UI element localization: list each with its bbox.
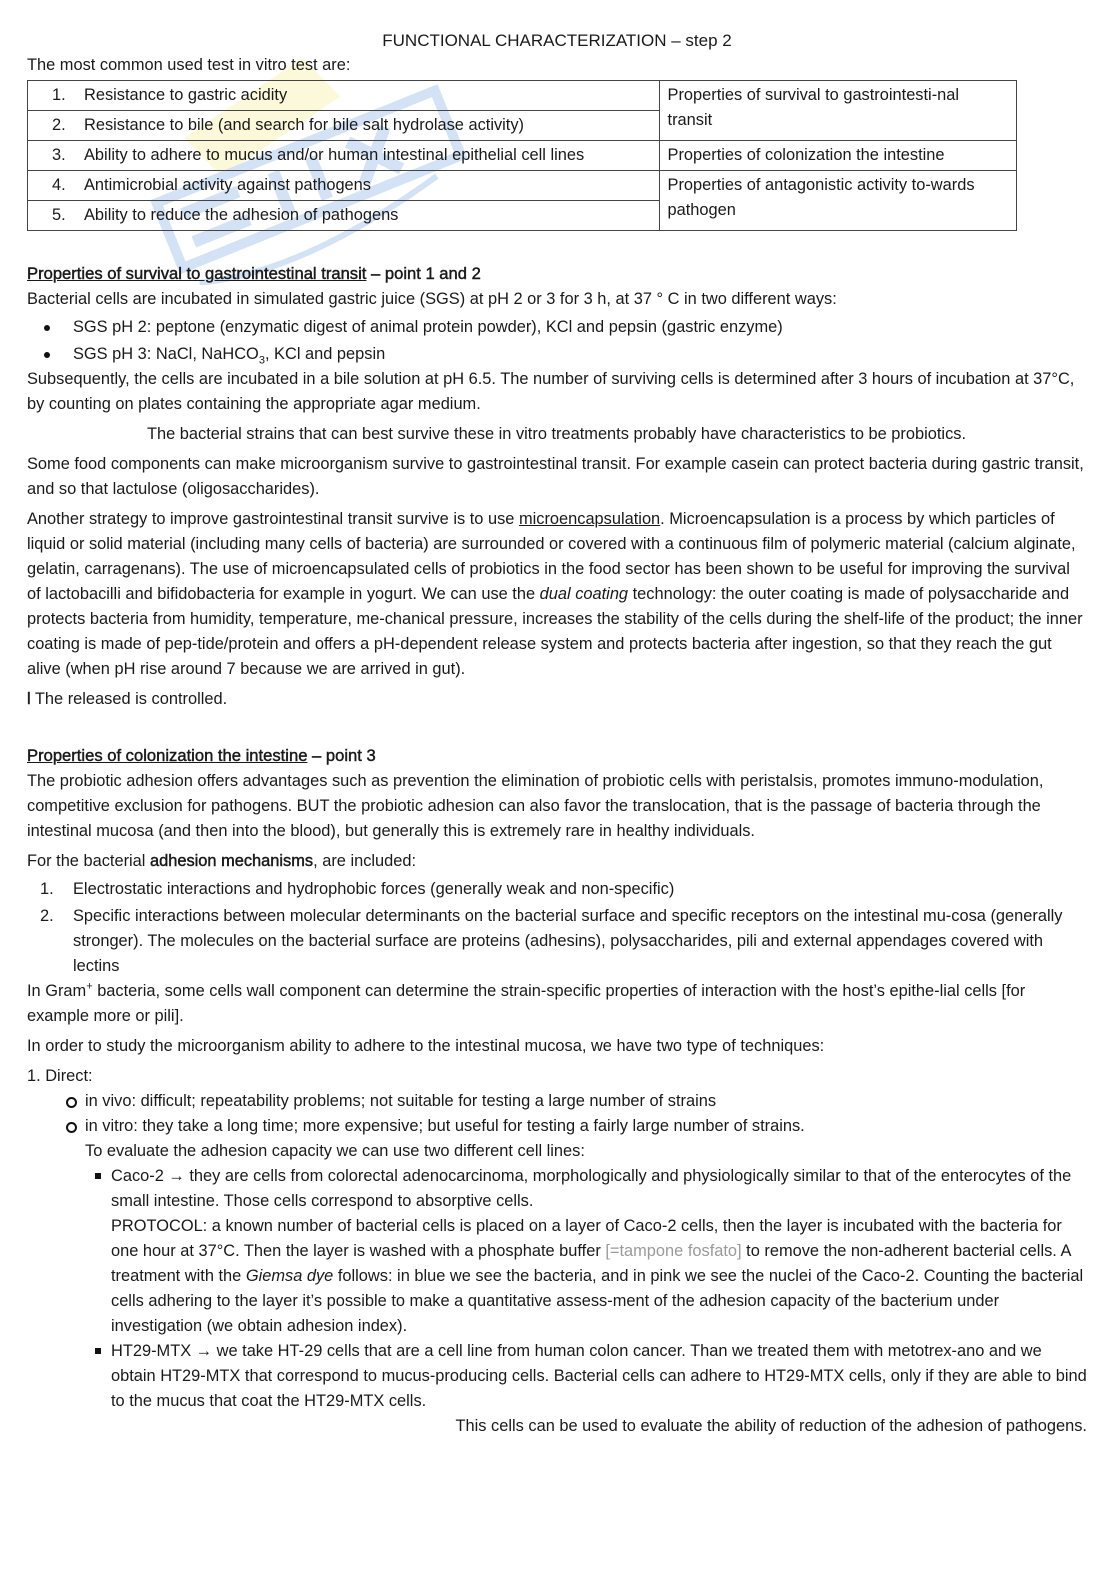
page-title: FUNCTIONAL CHARACTERIZATION – step 2 (382, 31, 732, 50)
list-item: in vivo: difficult; repeatability problems; not suitable for testing a large number of strains (27, 1089, 1087, 1114)
list-item: 2. Specific interactions between molecular determinants on the bacterial surface and specific receptors on the intestinal mu-cosa (generally stronger). The molecules on the bacterial surface are proteins (adhesins), polysaccharides, pili and external appendages covered with lectins (40, 907, 1063, 975)
paragraph-highlight: The bacterial strains that can best survive these in vitro treatments probably have characteristics to be probiotics. (147, 425, 967, 443)
list-item: in vitro: they take a long time; more expensive; but useful for testing a fairly large number of strains. (27, 1114, 1087, 1139)
property-cell: Properties of antagonistic activity to-wards pathogen (659, 171, 1016, 231)
paragraph: l The released is controlled. (27, 690, 228, 708)
paragraph: Some food components can make microorganism survive to gastrointestinal transit. For example casein can protect bacteria during gastric transit, and so that lactulose (oligosaccharides). (27, 455, 1084, 498)
numbered-list (27, 877, 1087, 979)
section-heading-survival: Properties of survival to gastrointestinal transit – point 1 and 2 (27, 264, 481, 283)
paragraph: In Gram+ bacteria, some cells wall component can determine the strain-specific properties of interaction with the host’s epithe-lial cells [for example more or pili]. (27, 980, 1026, 1025)
list-item: 1. Electrostatic interactions and hydrophobic forces (generally weak and non-specific) (40, 880, 675, 898)
document-page (27, 28, 1087, 1439)
paragraph: The probiotic adhesion offers advantages such as prevention the elimination of probiotic cells with peristalsis, promotes immuno-modulation, competitive exclusion for pathogens. BUT the probiotic adhesion can also favor the translocation, that is the passage of bacteria through the intestinal mucosa (and then into the blood), but generally this is extremely rare in healthy individuals. (27, 772, 1044, 840)
list-item: SGS pH 2: peptone (enzymatic digest of animal protein powder), KCl and pepsin (gastric enzyme) (27, 315, 1087, 340)
intro-text: The most common used test in vitro test are: (27, 56, 351, 74)
list-item-ht29: HT29-MTX → we take HT-29 cells that are a cell line from human colon cancer. Than we treated them with metotrex-ano and we obtain HT29-MTX that correspond to mucus-producing cells. Bacterial cells can adhere to HT29-MTX cells, only if they are able to bind to the mucus that coat the HT29-MTX cells. (27, 1339, 1087, 1414)
paragraph: For the bacterial adhesion mechanisms, are included: (27, 852, 417, 870)
table-row: 1. Resistance to gastric acidity Properties of survival to gastrointesti-nal transit (28, 81, 1017, 111)
paragraph: To evaluate the adhesion capacity we can use two different cell lines: (85, 1142, 585, 1160)
paragraph: In order to study the microorganism ability to adhere to the intestinal mucosa, we have two type of techniques: (27, 1037, 825, 1055)
property-cell: Properties of colonization the intestine (659, 141, 1016, 171)
list-item: SGS pH 3: NaCl, NaHCO$_3$, KCl and pepsin (27, 342, 1087, 367)
paragraph: Subsequently, the cells are incubated in a bile solution at pH 6.5. The number of surviving cells is determined after 3 hours of incubation at 37°C, by counting on plates containing the appropriate agar medium. (27, 370, 1075, 413)
list-item-caco2: Caco-2 → they are cells from colorectal adenocarcinoma, morphologically and physiologically similar to that of the enterocytes of the small intestine. Those cells correspond to absorptive cells. PROTOCOL: a known number of bacterial cells is placed on a layer of Caco-2 cells, then the layer is incubated with the bacteria for one hour at 37°C. Then the layer is washed with a phosphate buffer [=tampone fosfato] to remove the non-adherent bacterial cells. A treatment with the Giemsa dye follows: in blue we see the bacteria, and in pink we see the nuclei of the Caco-2. Counting the bacterial cells adhering to the layer it’s possible to make a quantitative assess-ment of the adhesion capacity of the bacterium under investigation (we obtain adhesion index). (27, 1164, 1087, 1339)
paragraph-microencapsulation: Another strategy to improve gastrointestinal transit survive is to use microencapsulation. Microencapsulation is a process by which particles of liquid or solid material (including many cells of bacteria) are surrounded or covered with a continuous film of polymeric material (calcium alginate, gelatin, carragenans). The use of microencapsulated cells of probiotics in the food sector has been shown to be useful for improving the survival of lactobacilli and bifidobacteria for example in yogurt. We can use the dual coating technology: the outer coating is made of polysaccharide and protects bacteria from humidity, temperature, me-chanical pressure, increases the stability of the cells during the shelf-life of the product; the inner coating is made of pep-tide/protein and offers a pH-dependent release system and protects bacteria after ingestion, so that they reach the gut alive (when pH rise around 7 because we are arrived in gut). (27, 510, 1083, 678)
square-list (27, 1164, 1087, 1414)
section-heading-colonization: Properties of colonization the intestine – point 3 (27, 746, 376, 765)
paragraph-final: This cells can be used to evaluate the ability of reduction of the adhesion of pathogens. (455, 1417, 1087, 1435)
bullet-list (27, 315, 1087, 367)
property-cell: Properties of survival to gastrointesti-nal transit (659, 81, 1016, 141)
table-row: 4. Antimicrobial activity against pathogens Properties of antagonistic activity to-wards pathogen (28, 171, 1017, 201)
table-row: 3. Ability to adhere to mucus and/or human intestinal epithelial cell lines Properties of colonization the intestine (28, 141, 1017, 171)
table-row: 5. Ability to reduce the adhesion of pathogens (28, 201, 1017, 231)
tests-table (27, 80, 1017, 231)
paragraph: Bacterial cells are incubated in simulated gastric juice (SGS) at pH 2 or 3 for 3 h, at 37 ° C in two different ways: (27, 290, 837, 308)
table-row: 2. Resistance to bile (and search for bile salt hydrolase activity) (28, 111, 1017, 141)
direct-label: 1. Direct: (27, 1067, 93, 1085)
circle-list (27, 1089, 1087, 1139)
